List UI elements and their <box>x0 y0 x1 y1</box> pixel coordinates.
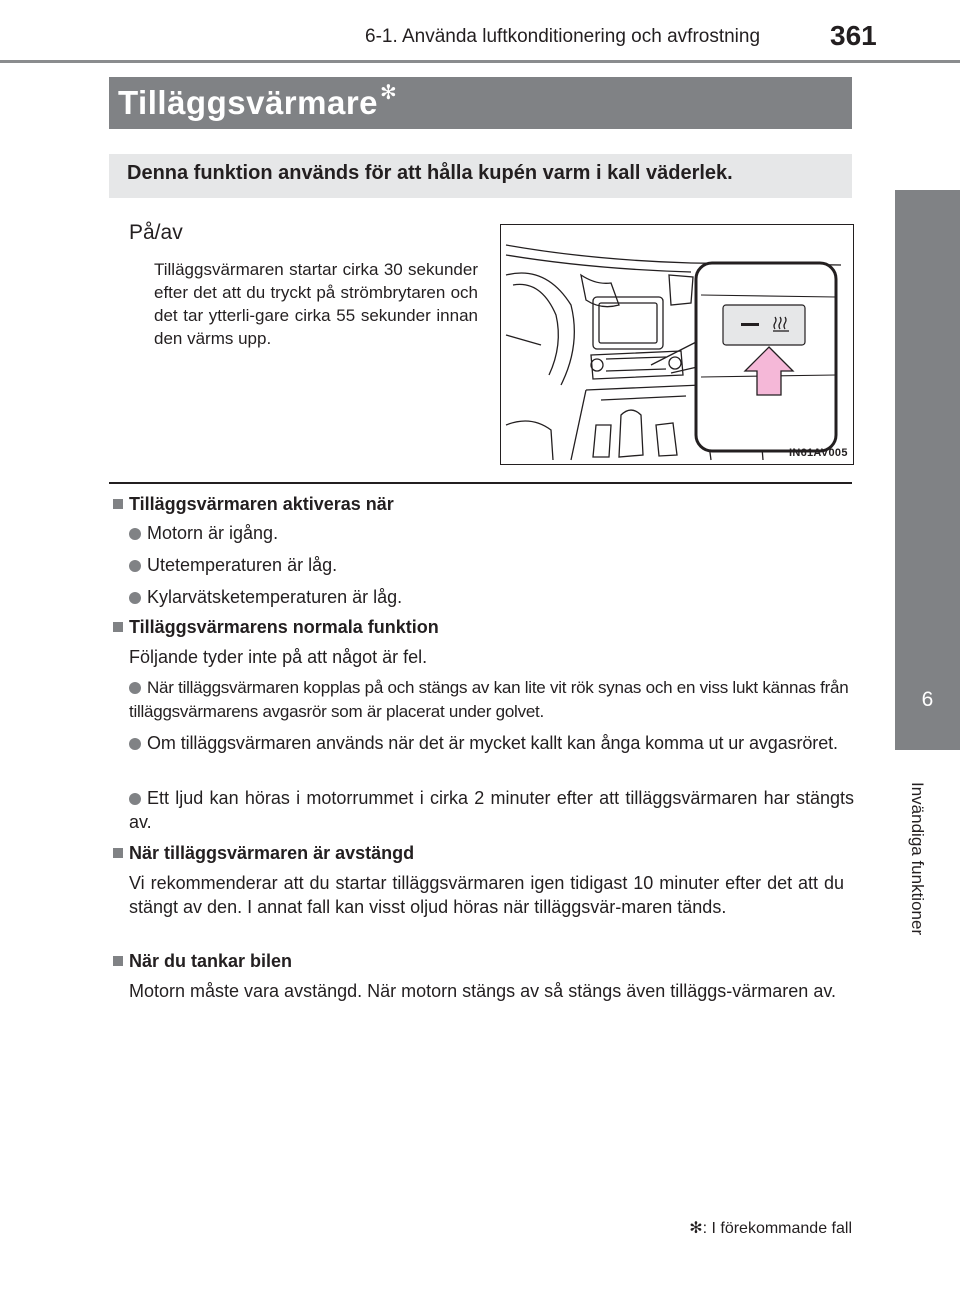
asterisk-marker: ✻ <box>380 82 398 104</box>
bullet-text: Om tilläggsvärmaren används när det är mycket kallt kan ånga komma ut ur avgasröret. <box>147 733 838 753</box>
section-heading <box>113 843 414 864</box>
bullet-item <box>129 521 278 545</box>
bullet-item <box>129 786 854 834</box>
section-heading <box>113 617 439 638</box>
asterisk-marker: ✻ <box>689 1220 703 1237</box>
section-title-text: Tilläggsvärmare <box>118 84 379 121</box>
display-screen-icon <box>593 297 663 349</box>
section-intro: Följande tyder inte på att något är fel. <box>129 647 428 667</box>
on-off-description: Tilläggsvärmaren startar cirka 30 sekunder efter det att du tryckt på strömbrytaren och det tar ytterli-gare cirka 55 sekunder innan den värms upp. <box>154 260 478 348</box>
footnote <box>689 1218 852 1238</box>
bullet-text: När tilläggsvärmaren kopplas på och stängs av kan lite vit rök synas och en viss lukt kännas från tilläggsvärmarens avgasrör som är placerat under golvet. <box>129 678 849 721</box>
bullet-item <box>129 676 854 724</box>
bullet-text: Kylarvätsketemperaturen är låg. <box>147 587 403 607</box>
section-rule <box>109 482 852 484</box>
running-header-title: 6-1. Använda luftkonditionering och avfrostning <box>365 26 761 47</box>
chapter-label: Invändiga funktioner <box>908 782 927 936</box>
bullet-item <box>129 585 402 609</box>
section-heading-text: Tilläggsvärmarens normala funktion <box>129 617 439 637</box>
page-number: 361 <box>830 20 877 51</box>
bullet-item <box>129 731 854 755</box>
chapter-number: 6 <box>921 688 934 711</box>
section-heading-text: När tilläggsvärmaren är avstängd <box>129 843 415 863</box>
section-heading-text: När du tankar bilen <box>129 951 293 971</box>
vent-icon <box>581 275 619 307</box>
intro-text: Denna funktion används för att hålla kupén varm i kall väderlek. <box>127 162 733 184</box>
bullet-text: Utetemperaturen är låg. <box>147 555 338 575</box>
dashboard-drawing <box>501 225 853 464</box>
chapter-label-wrapper <box>905 782 927 992</box>
section-heading <box>113 951 292 972</box>
bullet-item <box>129 553 337 577</box>
gear-lever-icon <box>619 410 643 457</box>
chapter-side-tab <box>895 190 960 750</box>
steering-wheel-icon <box>506 273 574 385</box>
footnote-text: : I förekommande fall <box>702 1220 852 1237</box>
section-title <box>118 84 397 122</box>
bullet-text: Motorn är igång. <box>147 523 279 543</box>
dashboard-illustration <box>500 224 854 465</box>
on-off-heading: På/av <box>129 221 183 244</box>
section-text: Vi rekommenderar att du startar tilläggsvärmaren igen tidigast 10 minuter efter det att du stängt av den. I annat fall kan visst oljud höras när tilläggsvär-maren tänds. <box>129 873 844 917</box>
vent-icon <box>669 275 693 305</box>
bullet-text: Ett ljud kan höras i motorrummet i cirka 2 minuter efter att tilläggsvärmaren har stängts av. <box>129 788 854 832</box>
section-heading-text: Tilläggsvärmaren aktiveras när <box>129 494 394 514</box>
header-rule <box>0 60 960 63</box>
figure-code: IN61AV005 <box>789 447 848 459</box>
section-heading <box>113 494 394 515</box>
section-text: Motorn måste vara avstängd. När motorn stängs av så stängs även tilläggs-värmaren av. <box>129 981 836 1001</box>
heater-switch-button <box>723 305 805 345</box>
